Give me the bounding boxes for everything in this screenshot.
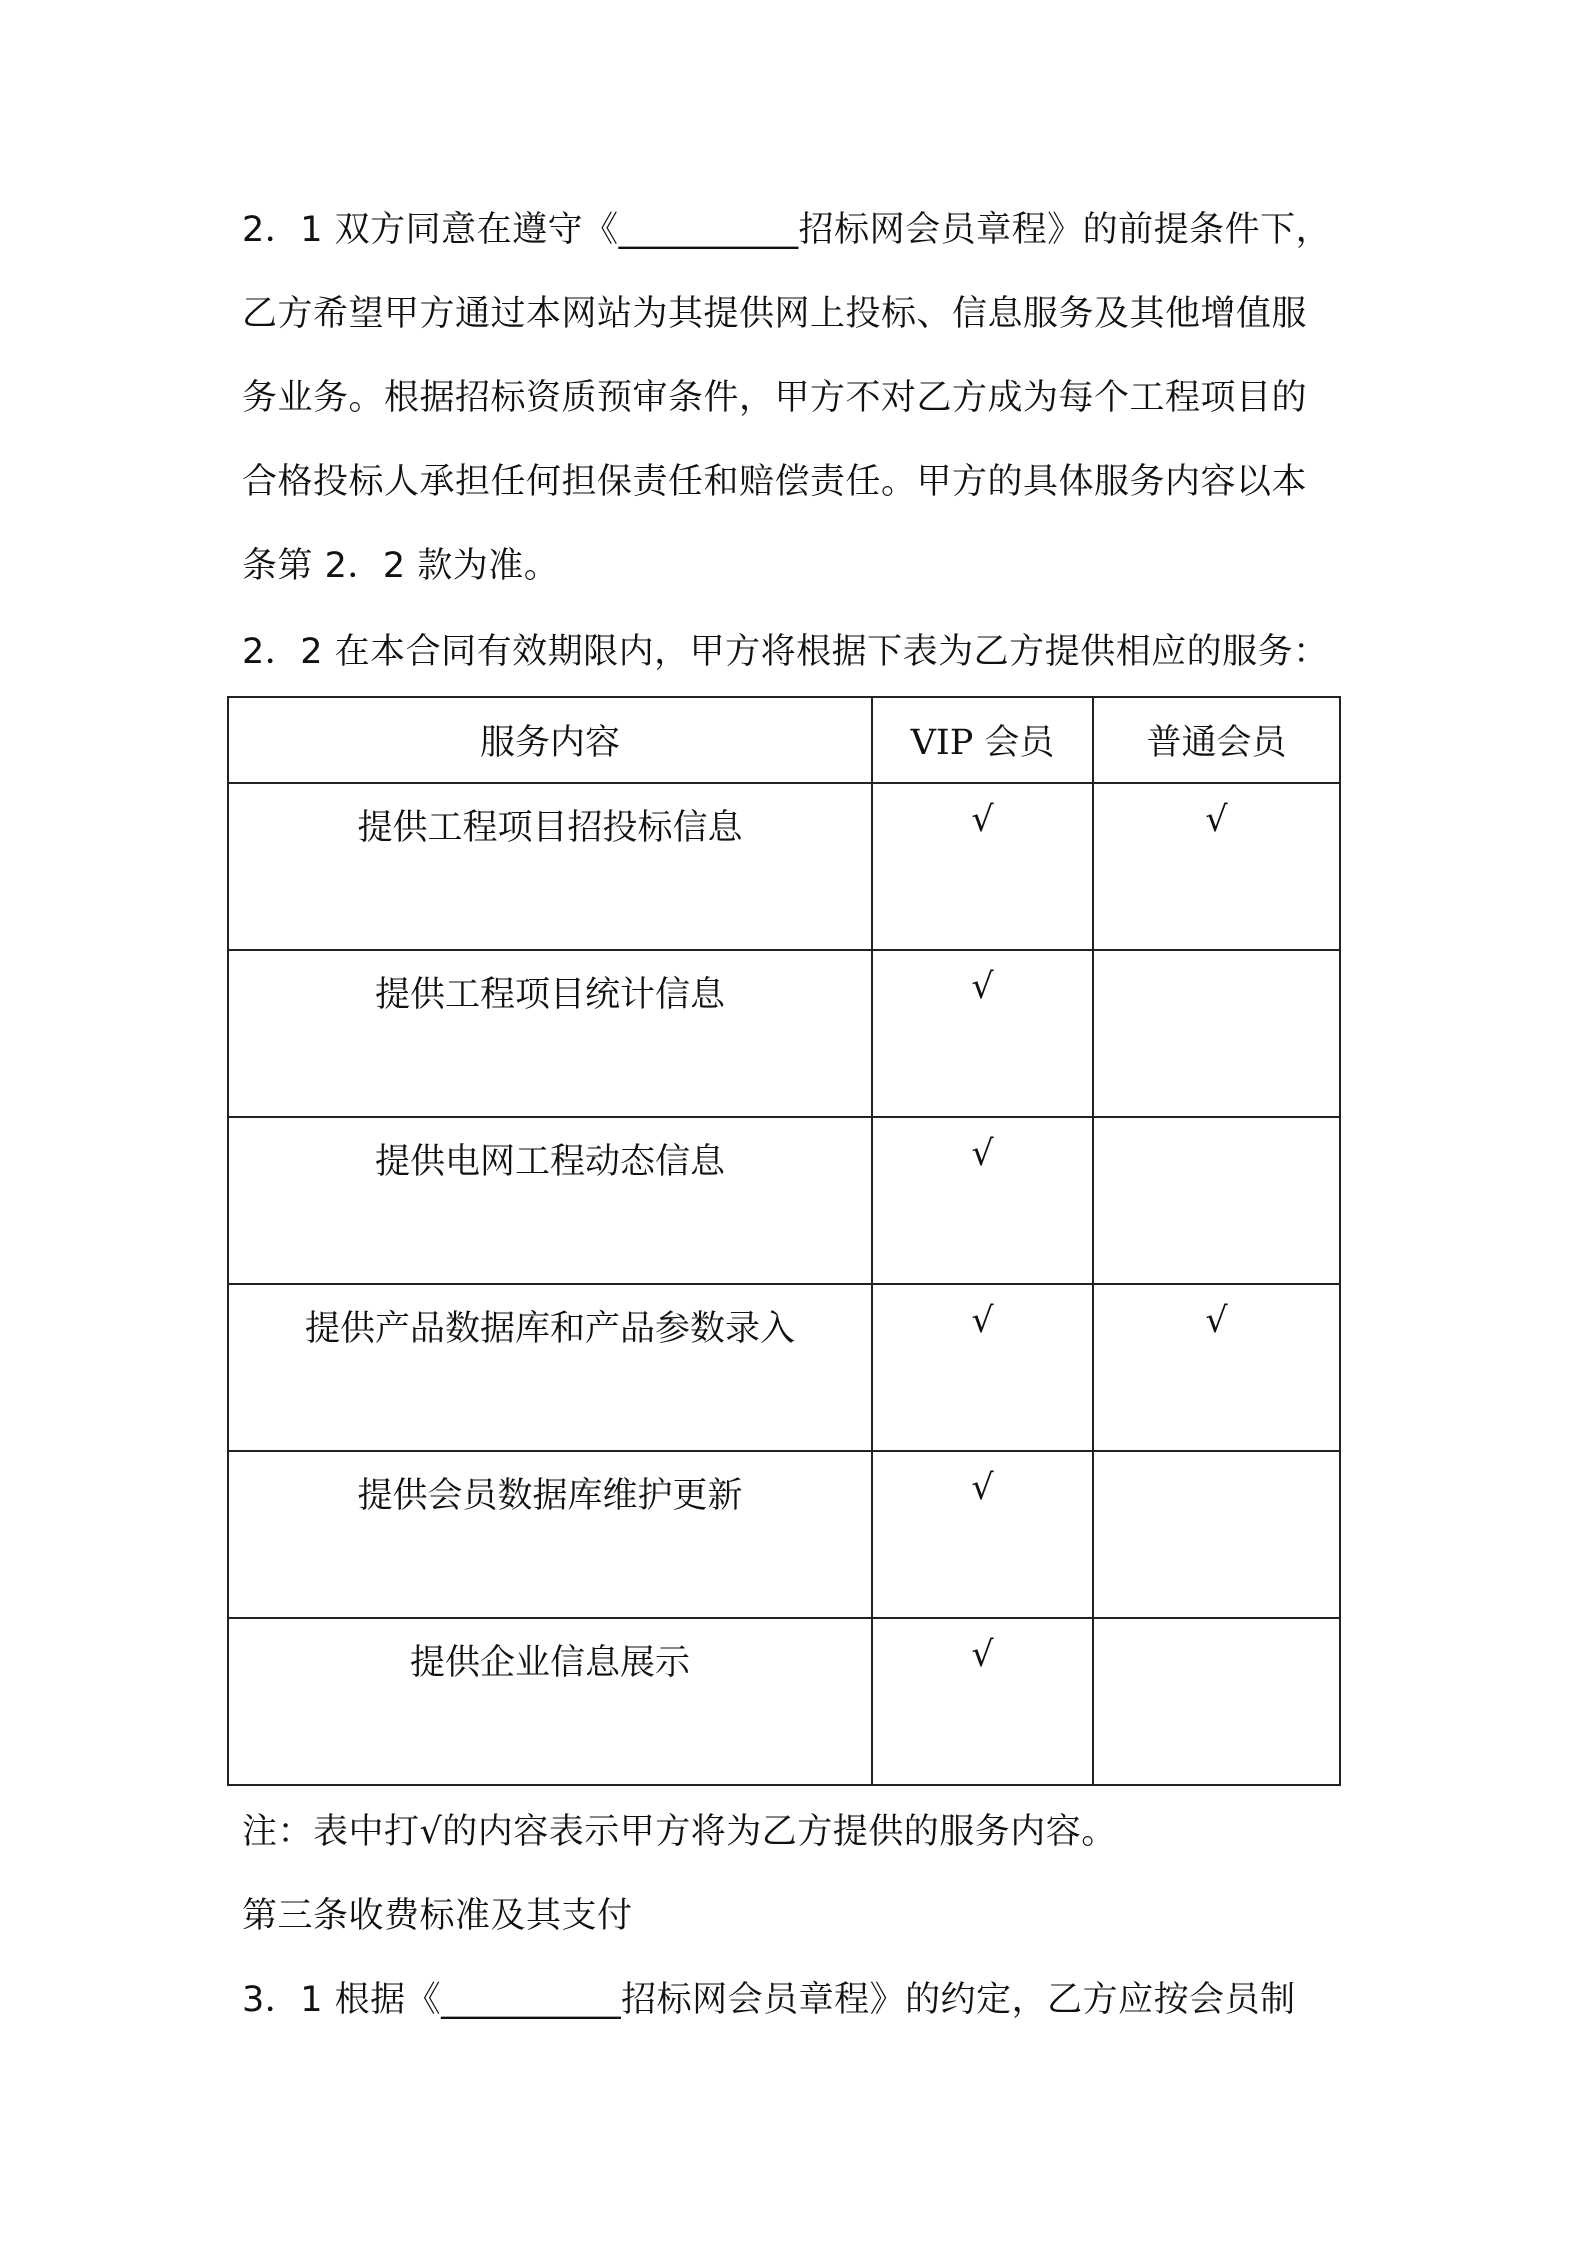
clause-3-1-paragraph xyxy=(242,1958,1372,2042)
table-header-row xyxy=(228,697,1340,783)
regular-check-cell: √ xyxy=(1093,1284,1340,1451)
clause-3-1-text: 3．1 根据《__________招标网会员章程》的约定，乙方应按会员制 xyxy=(242,1980,1296,2020)
regular-check-cell xyxy=(1093,950,1340,1117)
table-row xyxy=(228,783,1340,950)
vip-check-cell: √ xyxy=(872,1284,1093,1451)
table-row xyxy=(228,1618,1340,1785)
section-3-heading xyxy=(242,1874,1372,1958)
clause-2-1-paragraph xyxy=(242,188,1372,608)
header-service-content: 服务内容 xyxy=(228,697,872,783)
table-row xyxy=(228,1451,1340,1618)
table-row xyxy=(228,1117,1340,1284)
header-vip-member: VIP 会员 xyxy=(872,697,1093,783)
section-3-title: 第三条收费标准及其支付 xyxy=(242,1896,633,1936)
clause-2-1-line: 务业务。根据招标资质预审条件，甲方不对乙方成为每个工程项目的 xyxy=(242,378,1308,418)
table-note xyxy=(242,1790,1372,1874)
service-cell: 提供电网工程动态信息 xyxy=(228,1117,872,1284)
clause-2-1-line: 2．1 双方同意在遵守《__________招标网会员章程》的前提条件下， xyxy=(242,210,1332,250)
vip-check-cell: √ xyxy=(872,1618,1093,1785)
service-cell: 提供工程项目招投标信息 xyxy=(228,783,872,950)
regular-check-cell xyxy=(1093,1618,1340,1785)
vip-check-cell: √ xyxy=(872,783,1093,950)
clause-2-2-paragraph xyxy=(242,610,1372,694)
table-row xyxy=(228,1284,1340,1451)
vip-check-cell: √ xyxy=(872,1117,1093,1284)
clause-2-2-text: 2．2 在本合同有效期限内，甲方将根据下表为乙方提供相应的服务： xyxy=(242,632,1329,672)
clause-2-1-line: 乙方希望甲方通过本网站为其提供网上投标、信息服务及其他增值服 xyxy=(242,294,1308,334)
service-cell: 提供企业信息展示 xyxy=(228,1618,872,1785)
vip-check-cell: √ xyxy=(872,1451,1093,1618)
clause-2-1-line: 合格投标人承担任何担保责任和赔偿责任。甲方的具体服务内容以本 xyxy=(242,462,1308,502)
service-table xyxy=(227,696,1341,1786)
regular-check-cell xyxy=(1093,1117,1340,1284)
regular-check-cell xyxy=(1093,1451,1340,1618)
service-cell: 提供工程项目统计信息 xyxy=(228,950,872,1117)
table-note-text: 注：表中打√的内容表示甲方将为乙方提供的服务内容。 xyxy=(242,1812,1117,1852)
vip-check-cell: √ xyxy=(872,950,1093,1117)
header-regular-member: 普通会员 xyxy=(1093,697,1340,783)
service-cell: 提供产品数据库和产品参数录入 xyxy=(228,1284,872,1451)
regular-check-cell: √ xyxy=(1093,783,1340,950)
service-cell: 提供会员数据库维护更新 xyxy=(228,1451,872,1618)
clause-2-1-line: 条第 2．2 款为准。 xyxy=(242,546,560,586)
table-row xyxy=(228,950,1340,1117)
